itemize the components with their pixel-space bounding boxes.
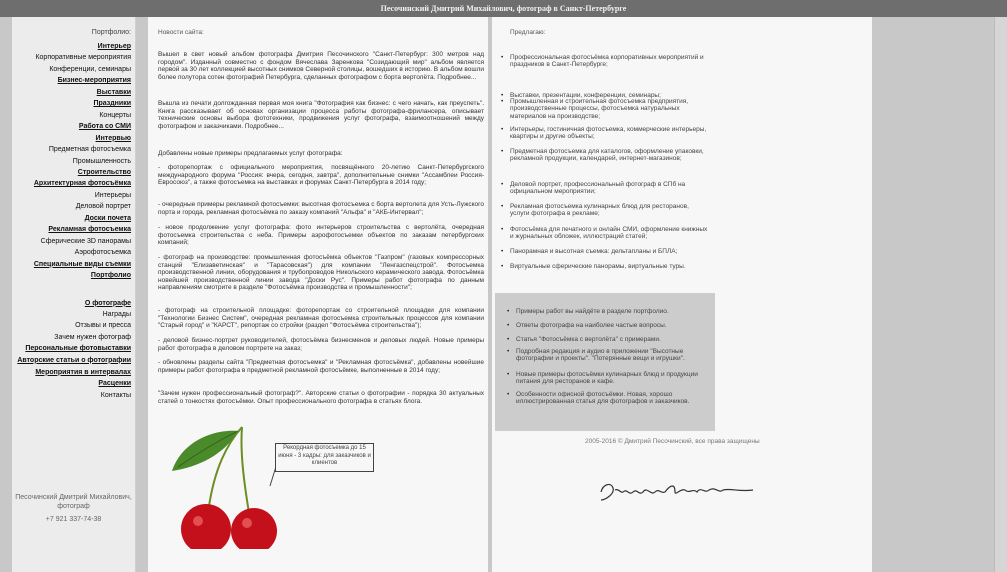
- sidebar-item[interactable]: Промышленность: [72, 157, 131, 165]
- sidebar-heading: Портфолио:: [91, 29, 131, 36]
- sidebar-item[interactable]: Деловой портрет: [75, 203, 131, 211]
- author-phone: +7 921 337-74-38: [45, 516, 102, 523]
- news-paragraph: - фоторепортаж с официального мероприятия, посвящённого 20-летию Санкт-Петербургского международного форума "Россия: вчера, сегодня, завтра", дополнительные снимки "Ассамблеи Россия-Евросоюз", а также фотосъемка на выставках и форумах Санкт-Петербурга в 2014 году;: [158, 164, 484, 187]
- sidebar-nav: [12, 41, 135, 401]
- news-paragraph: - фотограф на производстве: промышленная фотосъёмка объектов "Газпром" (газовых компрессорных станций "Елизаветинская" и "Тарасовская") для компании "Ленгазспецстрой". Фотосъемка производственной линии, оборудования и трубопроводов Никольского керамического завода. Фотосъёмка новейшей производственной линии завода "Доски Рус". Примеры работ фотографа по данным направлениям смотрите в разделе "Фотосъёмка производства и промышленности";: [158, 254, 484, 292]
- sidebar-item[interactable]: Авторские статьи о фотографии: [17, 356, 131, 364]
- highlight-item[interactable]: • Ответы фотографа на наиболее частые вопросы.: [516, 322, 706, 329]
- sidebar-item[interactable]: Архитектурная фотосъёмка: [33, 180, 131, 188]
- sidebar-item[interactable]: Контакты: [100, 391, 131, 399]
- sidebar-item[interactable]: Строительство: [77, 168, 131, 176]
- sidebar-item[interactable]: Концерты: [99, 111, 131, 119]
- news-paragraph: Добавлены новые примеры предлагаемых услуг фотографа:: [158, 150, 343, 157]
- signature-image: [597, 478, 757, 506]
- highlights-box: [495, 293, 715, 431]
- scrollbar[interactable]: [994, 17, 1007, 572]
- right-margin: [872, 17, 994, 572]
- copyright: 2005-2016 © Дмитрий Песочинский, все права защищены: [585, 438, 760, 445]
- news-paragraph: - деловой бизнес-портрет руководителей, фотосъёмка бизнесменов и деловых людей. Новые примеры работ фотографа в деловом портрете на заказ;: [158, 337, 484, 352]
- sidebar-item[interactable]: О фотографе: [84, 299, 131, 307]
- news-paragraph[interactable]: Вышел в свет новый альбом фотографа Дмитрия Песочинского "Санкт-Петербург: 300 метров над городом". Изданный совместно с фондом Вячеслава Заренкова "Созидающий мир" альбом является первой за 30 лет коллекцией высотных снимков Северной столицы, вошедших в историю. В альбом вошли более полутора сотен фотографий Петербурга, сделанных фотографом с борта вертолёта. Подробнее...: [158, 51, 484, 81]
- service-item: • Интерьеры, гостиничная фотосъемка, коммерческие интерьеры, квартиры и другие объекты;: [510, 126, 710, 141]
- highlight-item[interactable]: • Новые примеры фотосъёмки кулинарных блюд и продукции питания для ресторанов и кафе.: [516, 371, 706, 385]
- service-item: • Панорамная и высотная съемка: дельтапланы и БПЛА;: [510, 248, 710, 255]
- sidebar-item[interactable]: Работа со СМИ: [78, 123, 131, 131]
- service-item: • Фотосъёмка для печатного и онлайн СМИ, оформление книжных и журнальных обложек, иллюстраций статей;: [510, 226, 710, 241]
- highlight-item[interactable]: • Примеры работ вы найдёте в разделе портфолио.: [516, 308, 706, 315]
- sidebar-item[interactable]: Корпоративные мероприятия: [35, 54, 131, 62]
- news-paragraph: - фотограф на строительной площадке: фоторепортаж со строительной площадки для компании "Технологии Бизнес Систем", очередная рекламная фотосъемка строительных процессов для компании "Старый город" и "КАРСТ", репортаж со стройки (раздел "Фотосъёмка строительства");: [158, 307, 484, 330]
- service-item: • Выставки, презентации, конференции, семинары;: [510, 92, 710, 99]
- sidebar-item[interactable]: Мероприятия в интервалах: [35, 368, 131, 376]
- news-paragraph: "Зачем нужен профессиональный фотограф?". Авторские статьи о фотографии - порядка 30 актуальных статей о тонкостях фотосъёмки. Опыт профессионального фотографа в статьях блога.: [158, 390, 484, 405]
- sidebar-item[interactable]: Праздники: [93, 100, 131, 108]
- service-item: • Рекламная фотосъемка кулинарных блюд для ресторанов, услуги фотографа в рекламе;: [510, 203, 710, 218]
- sidebar-item[interactable]: Конференции, семинары: [49, 65, 131, 73]
- news-paragraph[interactable]: Вышла из печати долгожданная первая моя книга "Фотография как бизнес: с чего начать, как преуспеть". Книга рассказывает об основах организации процесса работы фотографа-фрилансера, описывает технические основы выбора фототехники, продвижения услуг фотографа, взаимоотношений между фотографом и заказчиками. Подробнее...: [158, 100, 484, 130]
- service-item: • Промышленная и строительная фотосъемка предприятия, производственные процессы, фотосъемка натуральных материалов на производстве;: [510, 98, 710, 120]
- sidebar: [12, 17, 136, 572]
- services-heading: Предлагаю:: [510, 29, 546, 36]
- sidebar-item[interactable]: Выставки: [96, 88, 131, 96]
- sidebar-item[interactable]: Специальные виды съемки: [33, 260, 131, 268]
- news-paragraph: - новое продолжение услуг фотографа: фото интерьеров строительства с вертолёта, очередная фотосъемка строительства с неба. Примеры аэрофотосъемки объектов по заказам петербургских компаний;: [158, 224, 484, 247]
- sidebar-item[interactable]: Интерьеры: [94, 191, 131, 199]
- service-item: • Деловой портрет, профессиональный фотограф в СПб на официальном мероприятии;: [510, 181, 710, 196]
- sidebar-item[interactable]: Доски почета: [84, 214, 131, 222]
- highlight-item[interactable]: • Статья "Фотосъёмка с вертолёта" с примерами.: [516, 336, 706, 343]
- sidebar-item[interactable]: Интервью: [95, 134, 131, 142]
- author-name: Песочинский Дмитрий Михайлович, фотограф: [15, 494, 132, 510]
- callout-note: Рекордная фотосъемка до 15 июня - 3 кадры: для заказчиков и клиентов: [275, 443, 374, 472]
- service-item: • Профессиональная фотосъёмка корпоративных мероприятий и праздников в Санкт-Петербурге;: [510, 54, 710, 69]
- sidebar-item[interactable]: Отзывы и прессa: [75, 322, 131, 330]
- sidebar-item[interactable]: Зачем нужен фотограф: [54, 333, 131, 341]
- site-title-bar: [0, 0, 1007, 17]
- sidebar-item[interactable]: Рекламная фотосъемка: [48, 226, 131, 234]
- news-paragraph: - обновлены разделы сайта "Предметная фотосъемка" и "Рекламная фотосъёмка", добавлены новейшие примеры работ фотографа в предметной рекламной фотосъёмке, выполненные в 2014 году;: [158, 359, 484, 374]
- service-item: • Предметная фотосъемка для каталогов, оформление упаковки, рекламной продукции, календарей, интернет-магазинов;: [510, 148, 710, 163]
- service-item: • Виртуальные сферические панорамы, виртуальные туры.: [510, 263, 710, 270]
- sidebar-item[interactable]: Награды: [102, 310, 131, 318]
- sidebar-item[interactable]: Сферические 3D панорамы: [40, 237, 131, 245]
- sidebar-item[interactable]: Портфолио: [90, 272, 131, 280]
- site-title: Песочинский Дмитрий Михайлович, фотограф в Санкт-Петербурге: [380, 4, 627, 13]
- sidebar-item[interactable]: Аэрофотосъемка: [74, 249, 131, 257]
- sidebar-item[interactable]: Расценки: [98, 380, 131, 388]
- highlight-item[interactable]: • Подробная редакция и аудио в приложении "Высотные фотографии и проекты". "Потерянные вещи и игрушки".: [516, 348, 706, 362]
- news-heading: Новости сайта:: [158, 29, 204, 36]
- highlight-item[interactable]: • Особенности офисной фотосъёмки. Новая, хорошо иллюстрированная статья для фотографов и заказчиков.: [516, 391, 706, 405]
- sidebar-item[interactable]: Предметная фотосъемка: [48, 146, 131, 154]
- cherry-image: [170, 423, 280, 549]
- sidebar-item[interactable]: Бизнес-мероприятия: [57, 77, 131, 85]
- sidebar-item[interactable]: Персональные фотовыставки: [25, 345, 131, 353]
- sidebar-item[interactable]: Интерьер: [97, 43, 131, 50]
- news-paragraph: - очередные примеры рекламной фотосъемки: высотная фотосъемка с борта вертолета для Усть-Лужского порта и города, рекламная фотосъёмка по заказу компаний "Альфа" и "АКБ-Интервал";: [158, 201, 484, 216]
